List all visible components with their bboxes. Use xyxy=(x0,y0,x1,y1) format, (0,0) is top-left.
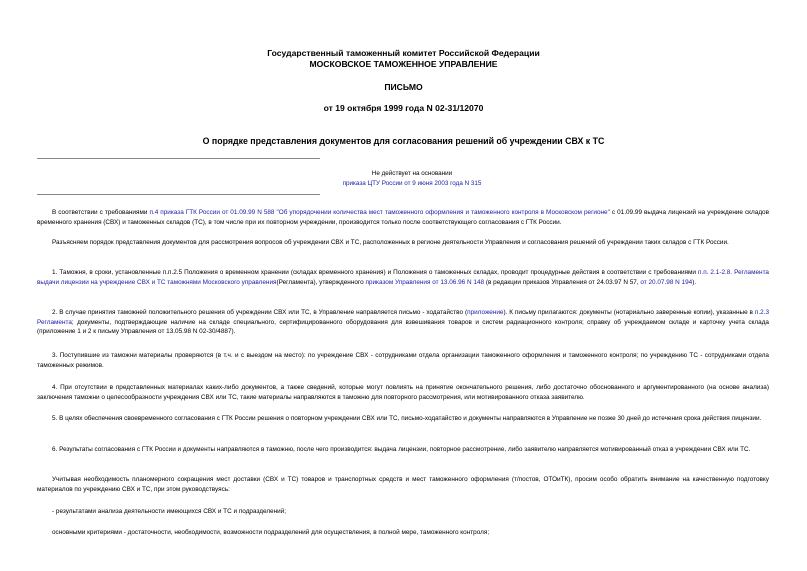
paragraph-2: Разъясняем порядок представления документов для рассмотрения вопросов об учреждении СВХ и ТС, расположенных в регионе деятельности Управления и согласования решений об учреждении таких складов с ГТК России. xyxy=(52,239,729,246)
order-588-link[interactable]: п.4 приказа ГТК России от 01.09.99 N 588 "Об упорядочении количества мест таможенного оформления и таможенного контроля в Московском регионе" xyxy=(149,209,610,216)
status-note-link[interactable]: приказа ЦТУ России от 9 июня 2003 года N 315 xyxy=(342,180,482,187)
divider-bottom xyxy=(37,194,320,195)
document-type: ПИСЬМО xyxy=(384,82,423,92)
paragraph-11: основными критериями - достаточности, необходимости, возможности подразделений для осуществления, в полной мере, таможенного контроля; xyxy=(52,529,490,536)
order-148-link[interactable]: приказом Управления от 13.06.96 N 148 xyxy=(365,278,485,286)
regulation-link[interactable]: п.п. 2.1-2.8. Регламента выдачи лицензии на учреждение СВХ и ТС таможнями Московского управления xyxy=(37,269,769,286)
paragraph-3: 1. Таможня, в сроки, установленные п.п.2.5 Положения о временном хранении (складах временного хранения) и Положения о таможенных складах, проводит процедурные действия в соответствии с требованиями п.п. 2.1-2.8. Регламента выдачи лицензии на учреждение СВХ и ТС таможнями Московского управления(Регламента), утвержденного приказом Управления от 13.06.96 N 148 (в редакции приказов Управления от 24.03.97 N 57, от 20.07.98 N 194). xyxy=(37,269,769,286)
issuer-subtitle: МОСКОВСКОЕ ТАМОЖЕННОЕ УПРАВЛЕНИЕ xyxy=(309,59,498,69)
paragraph-6: 4. При отсутствии в представленных материалах каких-либо документов, а также сведений, которые могут повлиять на принятие окончательного решения, либо достаточно обоснованного и аргументированного (на основе анализа) заключения таможни о целесообразности учреждения СВХ или ТС, такие материалы направляются в таможню для повторного рассмотрения, или мотивированного отказа заявителю. xyxy=(37,384,769,401)
paragraph-5: 3. Поступившие из таможни материалы проверяются (в т.ч. и с выездом на место): по учреждение СВХ - сотрудниками отдела организации таможенного оформления и таможенного контроля; по учреждению ТС - сотрудниками отдела таможенных режимов. xyxy=(37,352,769,369)
appendix-link[interactable]: приложение xyxy=(467,309,504,316)
document-subject: О порядке представления документов для согласования решений об учреждении СВХ к ТС xyxy=(202,136,605,146)
paragraph-4: 2. В случае принятия таможней положительного решения об учреждении СВХ или ТС, в Управление направляется письмо - ходатайство (приложение). К письму прилагаются: документы (нотариально заверенные копии), указанные в п.2.3 Регламента; документы, подтверждающие наличие на складе специального, сертифицированного оборудования для взвешивания товаров и систем радиационного контроля; справку об учреждаемом складе и карточку учета склада (приложение 1 и 2 к письму Управления от 13.05.98 N 02-30/4887). xyxy=(37,309,769,336)
divider-top xyxy=(37,158,320,159)
paragraph-7: 5. В целях обеспечения своевременного согласования с ГТК России решения о повторном учреждении СВХ или ТС, письмо-ходатайство и документы направляются в Управление не позже 30 дней до истечения срока действия лицензии. xyxy=(52,415,762,422)
issuer-title: Государственный таможенный комитет Российской Федерации xyxy=(267,48,540,58)
paragraph-1: В соответствии с требованиями п.4 приказа ГТК России от 01.09.99 N 588 "Об упорядочении количества мест таможенного оформления и таможенного контроля в Московском регионе" с 01.09.99 выдача лицензий на учреждение складов временного хранения (СВХ) и таможенных складов (ТС), в том числе при их повторном учреждении, производится только после соответствующего согласования с ГТК России. xyxy=(37,209,770,226)
paragraph-9: Учитывая необходимость планомерного сокращения мест доставки (СВХ и ТС) товаров и транспортных средств и мест таможенного оформления (т/постов, ОТОиТК), просим особо обратить внимание на качественную подготовку материалов по учреждению СВХ и ТС, при этом руководствуясь: xyxy=(37,476,769,493)
document-date: от 19 октября 1999 года N 02-31/12070 xyxy=(323,103,484,113)
status-note xyxy=(287,169,537,189)
paragraph-10: - результатами анализа деятельности имеющихся СВХ и ТС и подразделений; xyxy=(52,508,287,515)
paragraph-8: 6. Результаты согласования с ГТК России и документы направляются в таможню, после чего производится: выдача лицензии, повторное рассмотрение, либо заявителю направляется мотивированный отказ в учреждении СВХ или ТС. xyxy=(52,446,751,453)
regulation-2-3-link[interactable]: п.2.3 Регламента xyxy=(37,309,769,326)
order-194-link[interactable]: от 20.07.98 N 194 xyxy=(640,278,693,286)
status-note-text: Не действует на основании xyxy=(371,170,453,177)
